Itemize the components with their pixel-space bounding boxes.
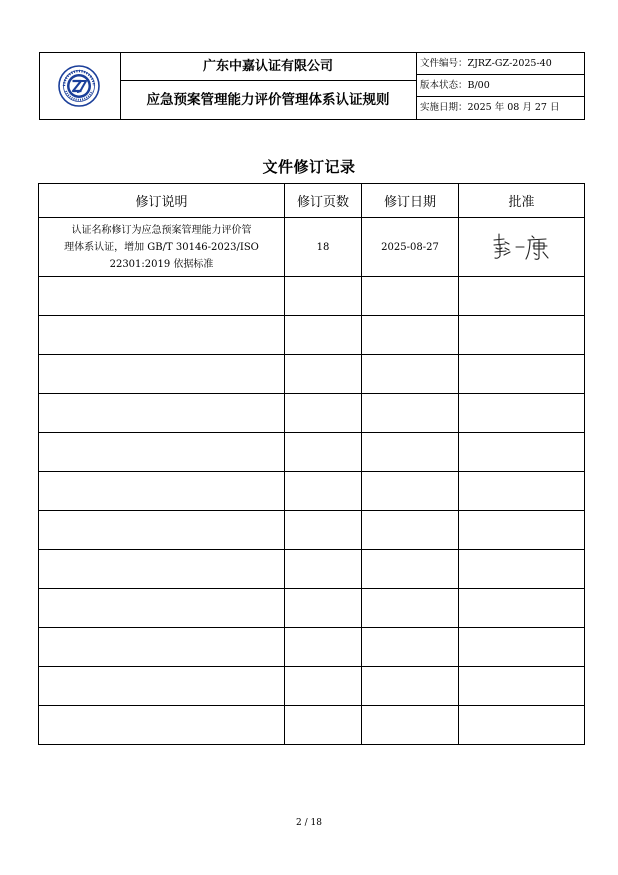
revision-description-cell (39, 472, 285, 511)
revision-table-body (39, 218, 585, 745)
revision-pages-cell (285, 433, 362, 472)
revision-pages-cell (285, 277, 362, 316)
approval-cell (459, 589, 585, 628)
rule-title: 应急预案管理能力评价管理体系认证规则 (146, 92, 390, 108)
revision-description-cell (39, 511, 285, 550)
revision-date-cell (362, 355, 459, 394)
col-header-pages: 修订页数 (285, 184, 362, 218)
revision-description-line: 理体系认证，增加 GB/T 30146-2023/ISO (64, 241, 259, 253)
revision-pages-cell (285, 550, 362, 589)
approval-cell (459, 218, 585, 277)
table-row (39, 394, 585, 433)
table-row (39, 316, 585, 355)
effective-date: 实施日期：2025 年 08 月 27 日 (420, 102, 560, 113)
logo-cell (40, 53, 121, 119)
revision-description-cell (39, 706, 285, 745)
company-name: 广东中嘉认证有限公司 (120, 53, 416, 81)
revision-date-cell (362, 277, 459, 316)
revision-pages-cell (285, 511, 362, 550)
approval-cell (459, 355, 585, 394)
revision-description-cell (39, 589, 285, 628)
revision-pages-cell (285, 472, 362, 511)
revision-date-cell (362, 589, 459, 628)
revision-table (38, 183, 585, 745)
table-row (39, 667, 585, 706)
revision-description-cell (39, 394, 285, 433)
table-row (39, 628, 585, 667)
revision-pages-cell (285, 355, 362, 394)
table-row (39, 550, 585, 589)
col-header-description: 修订说明 (39, 184, 285, 218)
table-row (39, 511, 585, 550)
document-header (39, 52, 585, 120)
table-row (39, 355, 585, 394)
table-header-row (39, 184, 585, 218)
revision-description-line: 认证名称修订为应急预案管理能力评价管 (71, 224, 252, 236)
table-row (39, 472, 585, 511)
table-row (39, 218, 585, 277)
company-seal-logo-icon (58, 65, 100, 107)
revision-pages-cell (285, 316, 362, 355)
approval-cell (459, 511, 585, 550)
approval-cell (459, 277, 585, 316)
revision-date-cell (362, 550, 459, 589)
approval-cell (459, 433, 585, 472)
col-header-date: 修订日期 (362, 184, 459, 218)
revision-description-cell (39, 355, 285, 394)
revision-description-cell (39, 218, 285, 277)
table-row (39, 433, 585, 472)
revision-date-cell (362, 628, 459, 667)
section-title: 文件修订记录 (262, 158, 356, 176)
revision-description-cell (39, 433, 285, 472)
revision-date-cell (362, 472, 459, 511)
revision-date-cell (362, 316, 459, 355)
revision-pages-cell (285, 706, 362, 745)
revision-pages-cell: 18 (285, 218, 362, 277)
approval-cell (459, 394, 585, 433)
revision-date-cell (362, 706, 459, 745)
revision-date-cell (362, 433, 459, 472)
approval-cell (459, 706, 585, 745)
revision-pages-cell (285, 394, 362, 433)
revision-description-cell (39, 316, 285, 355)
approval-cell (459, 316, 585, 355)
revision-date-cell (362, 667, 459, 706)
revision-date-cell: 2025-08-27 (362, 218, 459, 277)
approval-cell (459, 628, 585, 667)
table-row (39, 706, 585, 745)
revision-description-cell (39, 550, 285, 589)
revision-date-cell (362, 394, 459, 433)
revision-date-cell (362, 511, 459, 550)
col-header-approval: 批准 (459, 184, 585, 218)
title-cell (120, 53, 417, 119)
doc-number: 文件编号：ZJRZ-GZ-2025-40 (416, 53, 584, 75)
approval-cell (459, 472, 585, 511)
approval-cell (459, 667, 585, 706)
handwritten-signature (490, 228, 554, 264)
revision-pages-cell (285, 589, 362, 628)
table-row (39, 589, 585, 628)
revision-description-line: 22301:2019 依据标准 (109, 258, 214, 270)
version-status: 版本状态：B/00 (416, 75, 584, 97)
meta-cell (416, 53, 584, 119)
revision-description-cell (39, 667, 285, 706)
revision-description-cell (39, 277, 285, 316)
page-number: 2 / 18 (296, 818, 322, 828)
approval-cell (459, 550, 585, 589)
revision-pages-cell (285, 628, 362, 667)
table-row (39, 277, 585, 316)
revision-description-cell (39, 628, 285, 667)
revision-pages-cell (285, 667, 362, 706)
